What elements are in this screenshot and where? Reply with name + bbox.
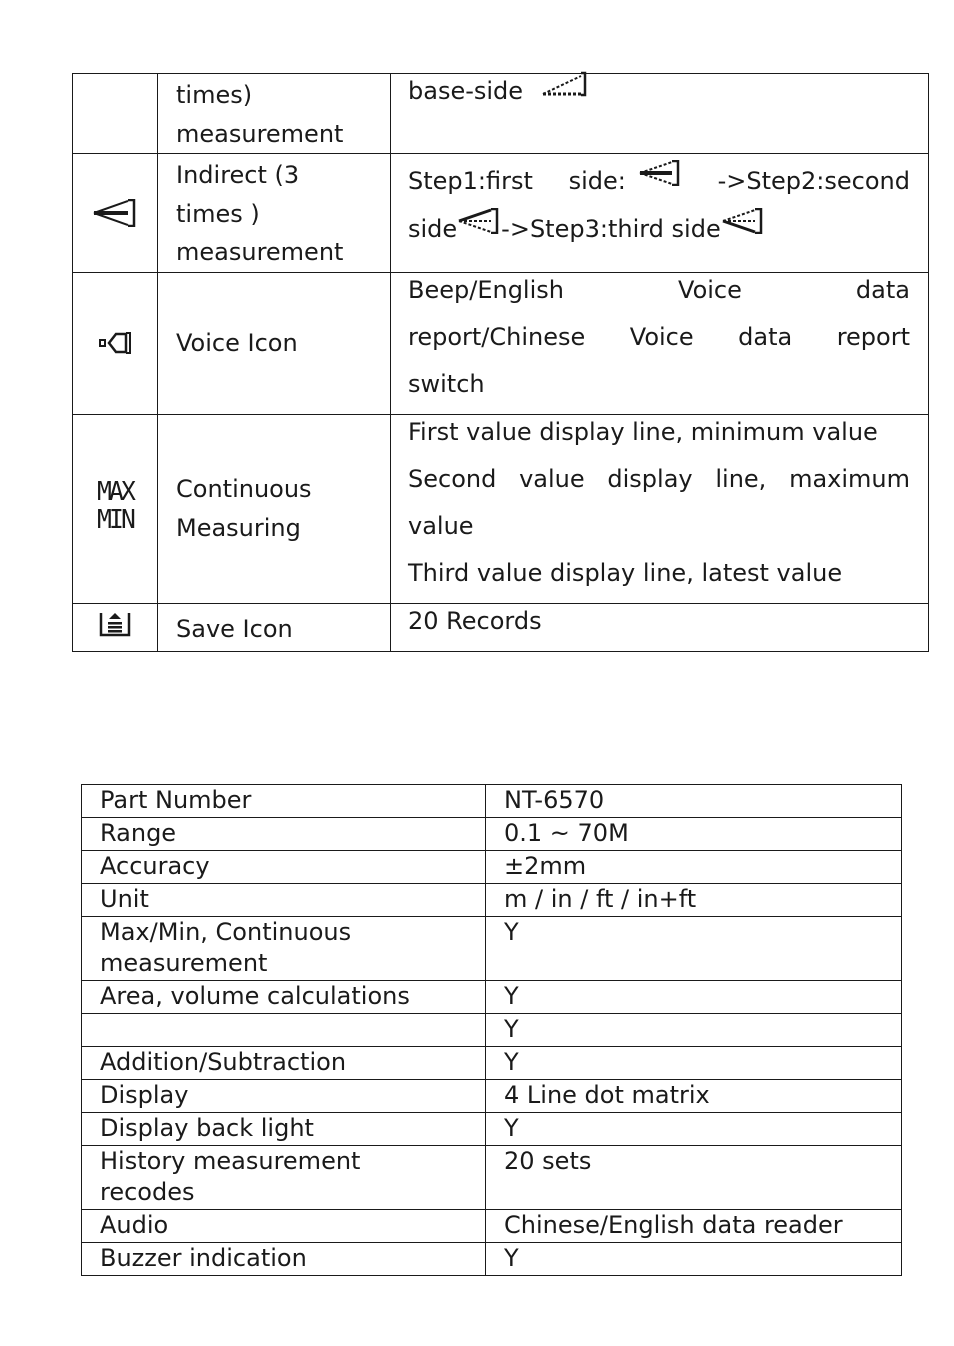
legend-name-line: measurement	[176, 119, 344, 148]
spec-value: Y	[486, 917, 902, 981]
spec-value: Y	[486, 1014, 902, 1047]
spec-key: Accuracy	[82, 851, 486, 884]
legend-desc-text: 20 Records	[408, 606, 542, 635]
legend-name-line: measurement	[176, 238, 344, 266]
legend-desc-cell	[391, 603, 929, 651]
legend-name-text: Voice Icon	[176, 328, 298, 357]
legend-desc-text: ->Step2:second	[717, 167, 910, 195]
spec-key	[82, 917, 486, 981]
legend-desc-cell	[391, 272, 929, 414]
legend-desc-line: Third value display line, latest value	[408, 558, 843, 587]
spec-row	[82, 851, 902, 884]
spec-value: Y	[486, 981, 902, 1014]
spec-row	[82, 981, 902, 1014]
spec-key	[82, 1146, 486, 1210]
spec-key: Part Number	[82, 785, 486, 818]
spec-key: Display back light	[82, 1113, 486, 1146]
legend-icon-cell	[73, 74, 158, 154]
legend-name-cell	[158, 154, 391, 273]
spec-key: Audio	[82, 1210, 486, 1243]
spec-key-line: recodes	[100, 1178, 195, 1206]
spec-value: 4 Line dot matrix	[486, 1080, 902, 1113]
legend-name-cell	[158, 603, 391, 651]
legend-icon-cell	[73, 154, 158, 273]
spec-row	[82, 1047, 902, 1080]
third-side-icon	[721, 202, 765, 250]
legend-icon-cell	[73, 414, 158, 603]
legend-desc-text: side	[408, 215, 458, 243]
legend-name-text: Save Icon	[176, 614, 293, 643]
legend-desc-text: side:	[568, 167, 626, 195]
spec-value: Chinese/English data reader	[486, 1210, 902, 1243]
legend-desc-cell	[391, 154, 929, 273]
legend-desc-cell	[391, 74, 929, 154]
spec-value: 20 sets	[486, 1146, 902, 1210]
min-label: MIN	[96, 504, 134, 535]
legend-row	[73, 272, 929, 414]
legend-icon-cell	[73, 603, 158, 651]
legend-row	[73, 414, 929, 603]
legend-desc-line: switch	[408, 369, 485, 398]
indirect-three-times-icon	[73, 199, 157, 227]
spec-value: ±2mm	[486, 851, 902, 884]
legend-desc-text: base-side	[408, 77, 524, 105]
spec-row	[82, 1080, 902, 1113]
spec-key: Unit	[82, 884, 486, 917]
spec-row	[82, 1113, 902, 1146]
legend-name-cell	[158, 74, 391, 154]
legend-row	[73, 154, 929, 273]
legend-row	[73, 74, 929, 154]
spec-key: Display	[82, 1080, 486, 1113]
legend-name-cell	[158, 272, 391, 414]
second-side-icon	[457, 202, 501, 250]
legend-name-line: times )	[176, 199, 260, 228]
spec-row	[82, 884, 902, 917]
legend-name-line: Indirect (3	[176, 161, 300, 189]
save-icon	[73, 610, 157, 638]
triangle-base-icon	[541, 71, 587, 106]
spec-value: Y	[486, 1243, 902, 1276]
spec-key: Addition/Subtraction	[82, 1047, 486, 1080]
spec-key-line: Max/Min, Continuous	[100, 918, 352, 946]
legend-name-line: Measuring	[176, 513, 301, 542]
legend-desc-line: Beep/English Voice data	[408, 275, 910, 304]
legend-name-line: Continuous	[176, 475, 312, 503]
legend-desc-line: report/Chinese Voice data report	[408, 322, 910, 351]
voice-icon	[73, 332, 157, 354]
spec-row	[82, 1014, 902, 1047]
spec-row	[82, 1243, 902, 1276]
spec-value: 0.1 ~ 70M	[486, 818, 902, 851]
spec-row	[82, 1210, 902, 1243]
first-side-icon	[638, 154, 682, 202]
legend-row	[73, 603, 929, 651]
spec-key: Range	[82, 818, 486, 851]
legend-icon-cell	[73, 272, 158, 414]
spec-row	[82, 917, 902, 981]
legend-desc-line: value	[408, 511, 474, 540]
spec-key: Area, volume calculations	[82, 981, 486, 1014]
spec-row	[82, 818, 902, 851]
spec-row	[82, 1146, 902, 1210]
spec-value: Y	[486, 1113, 902, 1146]
spec-value: Y	[486, 1047, 902, 1080]
spec-key	[82, 1014, 486, 1047]
spec-key: Buzzer indication	[82, 1243, 486, 1276]
legend-desc-text: Step1:first	[408, 167, 533, 195]
spec-row	[82, 785, 902, 818]
legend-desc-line: First value display line, minimum value	[408, 417, 878, 446]
spec-value: m / in / ft / in+ft	[486, 884, 902, 917]
max-label: MAX	[96, 476, 134, 507]
spec-value: NT-6570	[486, 785, 902, 818]
legend-desc-line: Second value display line, maximum	[408, 464, 910, 493]
max-min-icon	[97, 478, 133, 534]
spec-key-line: History measurement	[100, 1147, 361, 1175]
legend-name-line: times)	[176, 81, 253, 109]
icon-legend-table	[72, 73, 929, 652]
legend-desc-cell	[391, 414, 929, 603]
legend-desc-text: ->Step3:third side	[501, 215, 721, 243]
spec-table	[81, 784, 902, 1276]
legend-name-cell	[158, 414, 391, 603]
spec-key-line: measurement	[100, 949, 268, 977]
